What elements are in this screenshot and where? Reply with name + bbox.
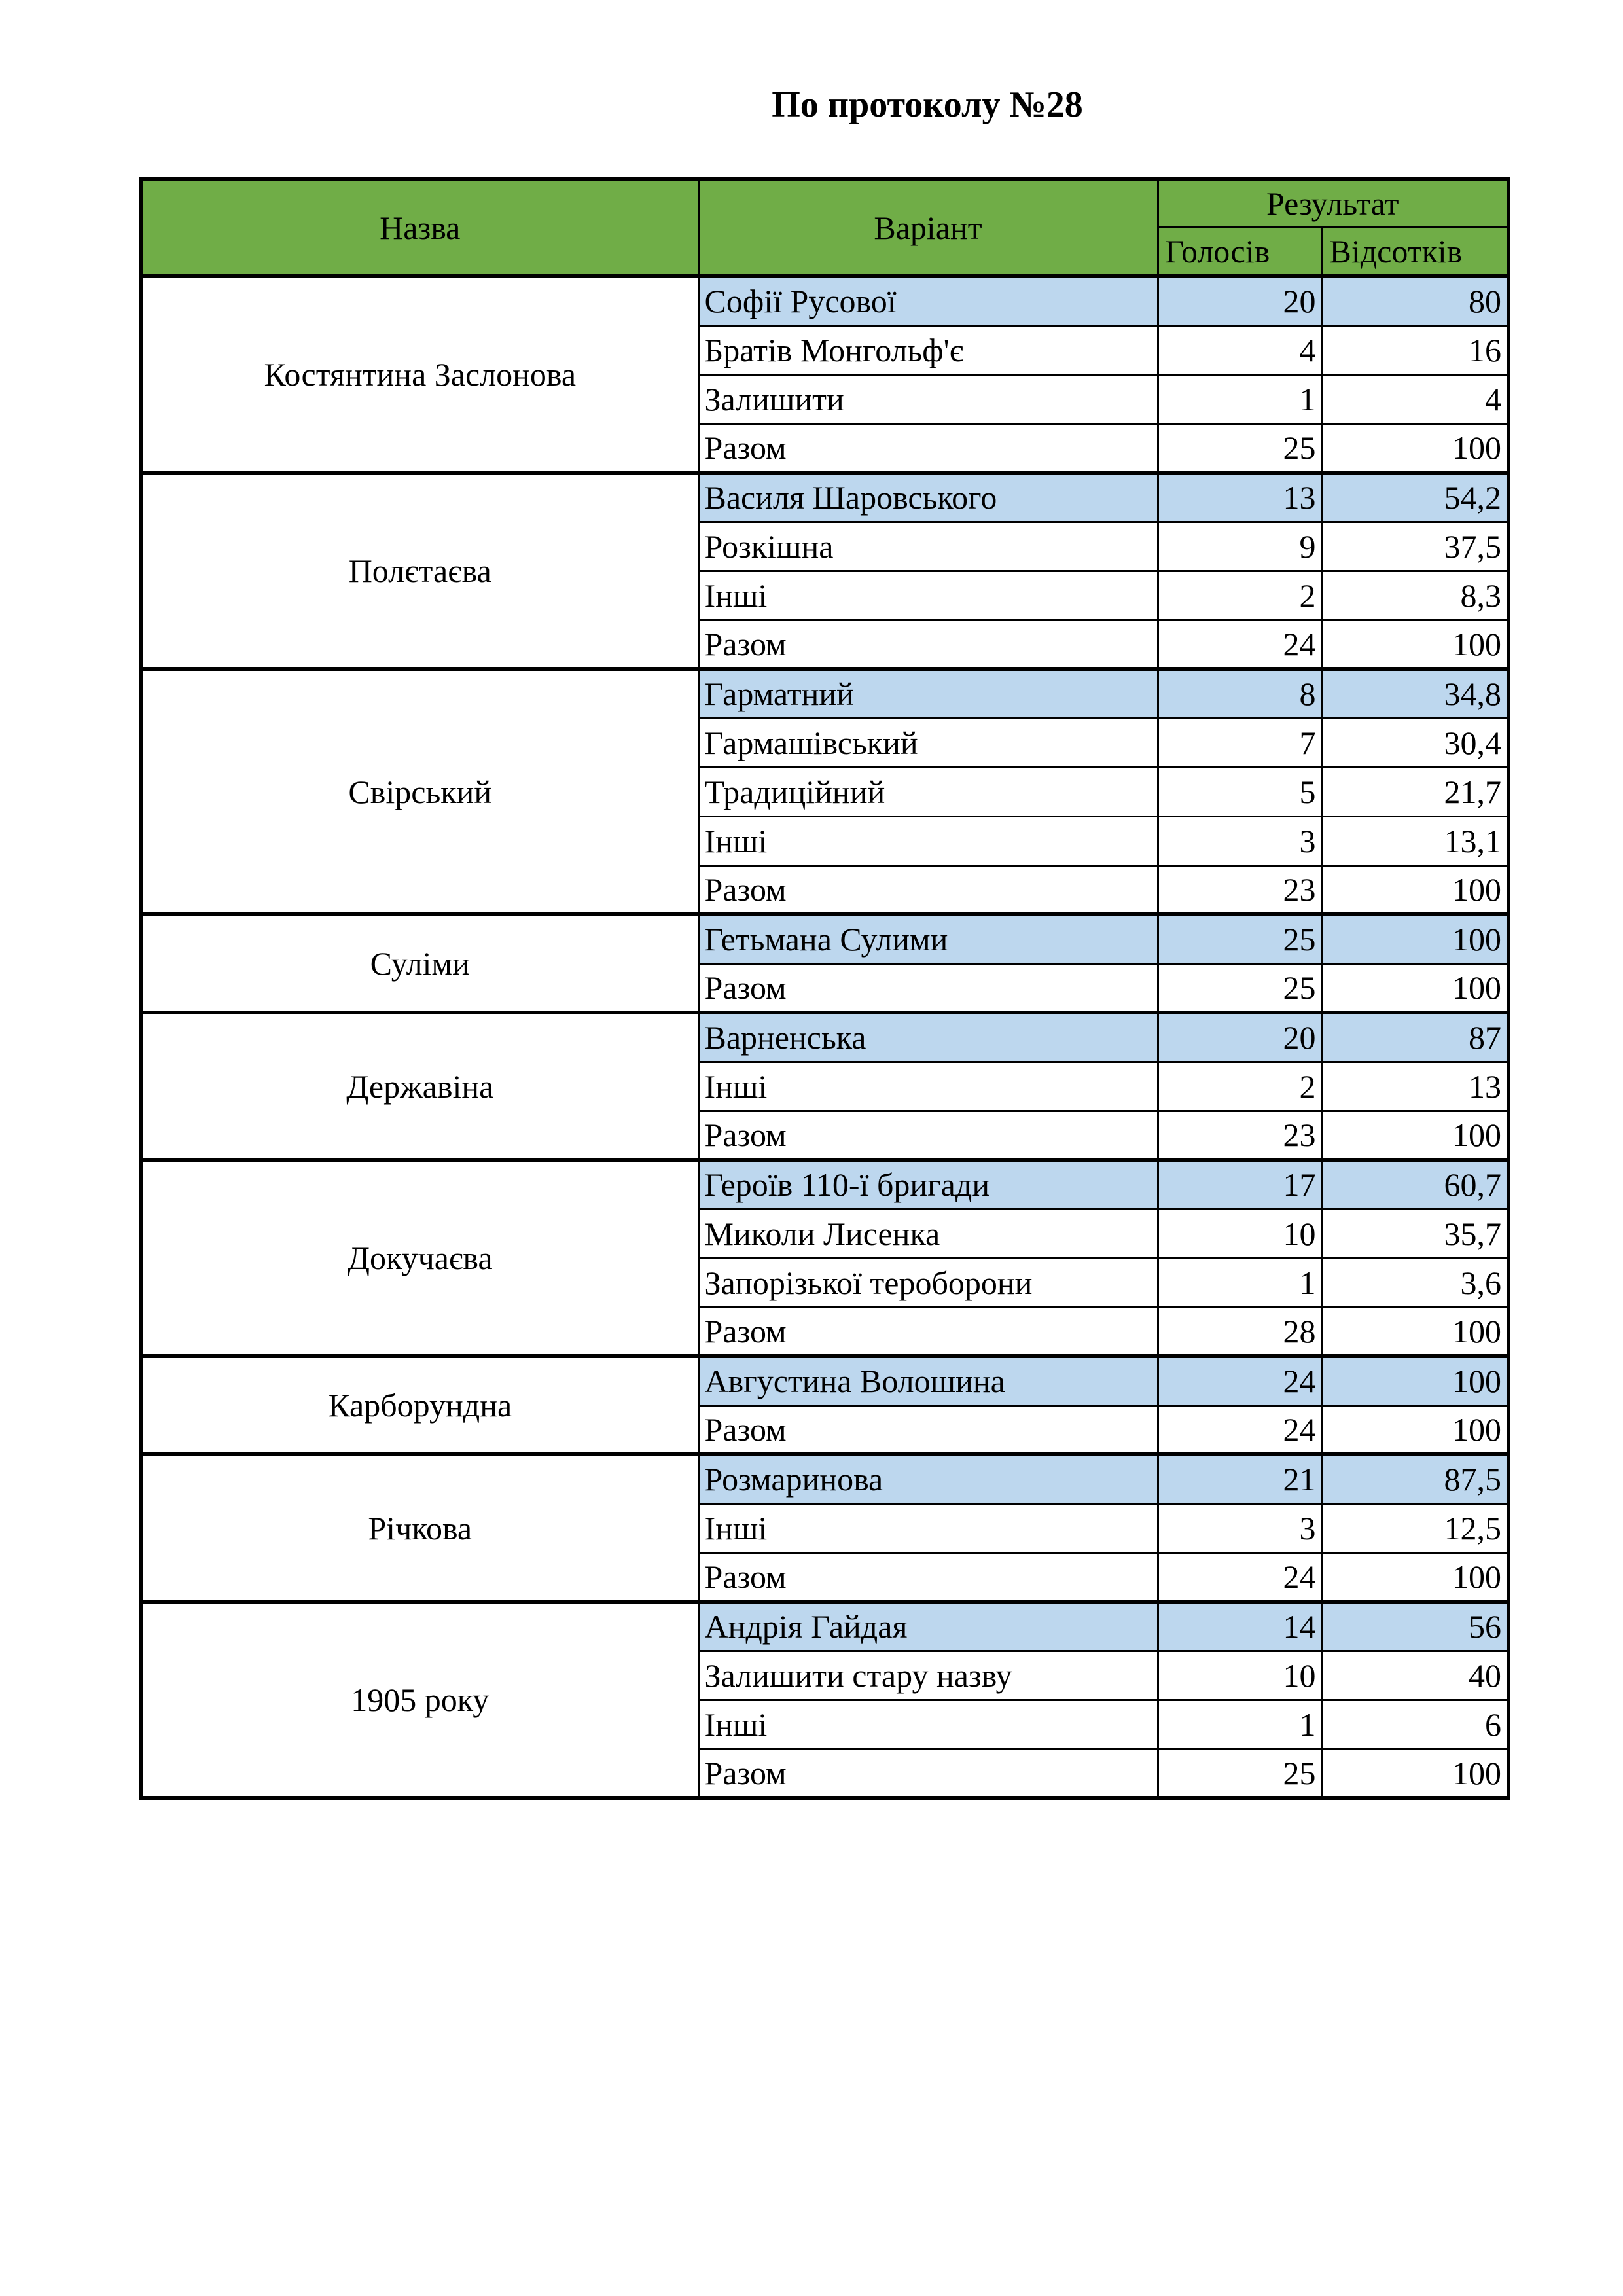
percent-cell: 100 [1322,963,1508,1013]
votes-cell: 2 [1158,571,1322,620]
header-result: Результат [1158,179,1508,228]
variant-cell: Василя Шаровського [698,473,1158,522]
variant-cell: Гарматний [698,669,1158,718]
percent-cell: 4 [1322,374,1508,423]
percent-cell: 37,5 [1322,522,1508,571]
table-header [141,179,1508,276]
percent-cell: 87 [1322,1013,1508,1062]
percent-cell: 100 [1322,865,1508,914]
variant-cell: Інші [698,571,1158,620]
variant-cell: Разом [698,1307,1158,1356]
votes-cell: 7 [1158,718,1322,767]
header-variant: Варіант [698,179,1158,276]
variant-cell: Традиційний [698,767,1158,816]
street-group [141,473,1508,669]
votes-cell: 17 [1158,1160,1322,1209]
variant-cell: Миколи Лисенка [698,1209,1158,1258]
votes-cell: 10 [1158,1209,1322,1258]
votes-cell: 2 [1158,1062,1322,1111]
variant-cell: Залишити [698,374,1158,423]
street-group [141,669,1508,914]
votes-cell: 4 [1158,325,1322,374]
percent-cell: 56 [1322,1602,1508,1651]
variant-cell: Героїв 110-ї бригади [698,1160,1158,1209]
street-group [141,276,1508,473]
votes-cell: 24 [1158,1552,1322,1602]
votes-cell: 14 [1158,1602,1322,1651]
percent-cell: 100 [1322,1405,1508,1454]
header-name: Назва [141,179,698,276]
votes-cell: 25 [1158,423,1322,473]
percent-cell: 3,6 [1322,1258,1508,1307]
street-name-cell: Державіна [141,1013,698,1160]
table-row [141,1602,1508,1651]
table-row [141,914,1508,963]
variant-cell: Варненська [698,1013,1158,1062]
variant-cell: Андрія Гайдая [698,1602,1158,1651]
percent-cell: 100 [1322,1749,1508,1798]
votes-cell: 23 [1158,1111,1322,1160]
street-name-cell: 1905 року [141,1602,698,1798]
percent-cell: 60,7 [1322,1160,1508,1209]
street-name-cell: Суліми [141,914,698,1013]
variant-cell: Разом [698,423,1158,473]
header-percent: Відсотків [1322,228,1508,277]
variant-cell: Інші [698,1062,1158,1111]
variant-cell: Разом [698,1749,1158,1798]
votes-cell: 25 [1158,963,1322,1013]
votes-cell: 3 [1158,1503,1322,1552]
votes-cell: 20 [1158,276,1322,325]
votes-cell: 25 [1158,914,1322,963]
table-row [141,1454,1508,1503]
percent-cell: 100 [1322,914,1508,963]
table-row [141,1013,1508,1062]
variant-cell: Разом [698,1552,1158,1602]
street-name-cell: Свірський [141,669,698,914]
percent-cell: 100 [1322,1356,1508,1405]
street-name-cell: Річкова [141,1454,698,1602]
percent-cell: 16 [1322,325,1508,374]
percent-cell: 54,2 [1322,473,1508,522]
page-title: По протоколу №28 [772,84,1083,125]
street-name-cell: Полєтаєва [141,473,698,669]
percent-cell: 100 [1322,1111,1508,1160]
variant-cell: Разом [698,963,1158,1013]
variant-cell: Гармашівський [698,718,1158,767]
votes-cell: 1 [1158,1258,1322,1307]
variant-cell: Залишити стару назву [698,1651,1158,1700]
percent-cell: 12,5 [1322,1503,1508,1552]
street-group [141,1454,1508,1602]
street-group [141,1602,1508,1798]
votes-cell: 23 [1158,865,1322,914]
variant-cell: Софії Русової [698,276,1158,325]
street-group [141,1013,1508,1160]
header-votes: Голосів [1158,228,1322,277]
percent-cell: 13,1 [1322,816,1508,865]
percent-cell: 40 [1322,1651,1508,1700]
percent-cell: 21,7 [1322,767,1508,816]
percent-cell: 87,5 [1322,1454,1508,1503]
table-row [141,1356,1508,1405]
percent-cell: 13 [1322,1062,1508,1111]
votes-cell: 21 [1158,1454,1322,1503]
variant-cell: Разом [698,865,1158,914]
variant-cell: Інші [698,816,1158,865]
variant-cell: Августина Волошина [698,1356,1158,1405]
votes-cell: 20 [1158,1013,1322,1062]
votes-cell: 24 [1158,620,1322,669]
variant-cell: Розмаринова [698,1454,1158,1503]
percent-cell: 8,3 [1322,571,1508,620]
variant-cell: Разом [698,620,1158,669]
variant-cell: Братів Монгольф'є [698,325,1158,374]
votes-cell: 5 [1158,767,1322,816]
street-group [141,1160,1508,1356]
votes-cell: 9 [1158,522,1322,571]
variant-cell: Разом [698,1405,1158,1454]
table-row [141,276,1508,325]
percent-cell: 100 [1322,1307,1508,1356]
street-name-cell: Карборундна [141,1356,698,1454]
variant-cell: Запорізької тероборони [698,1258,1158,1307]
percent-cell: 30,4 [1322,718,1508,767]
votes-cell: 10 [1158,1651,1322,1700]
variant-cell: Разом [698,1111,1158,1160]
percent-cell: 100 [1322,423,1508,473]
percent-cell: 35,7 [1322,1209,1508,1258]
percent-cell: 6 [1322,1700,1508,1749]
votes-cell: 24 [1158,1405,1322,1454]
percent-cell: 100 [1322,620,1508,669]
votes-cell: 1 [1158,374,1322,423]
street-group [141,914,1508,1013]
percent-cell: 80 [1322,276,1508,325]
street-name-cell: Костянтина Заслонова [141,276,698,473]
variant-cell: Розкішна [698,522,1158,571]
table-row [141,473,1508,522]
street-group [141,1356,1508,1454]
table-row [141,1160,1508,1209]
votes-cell: 25 [1158,1749,1322,1798]
variant-cell: Гетьмана Сулими [698,914,1158,963]
votes-cell: 24 [1158,1356,1322,1405]
street-name-cell: Докучаєва [141,1160,698,1356]
variant-cell: Інші [698,1503,1158,1552]
votes-cell: 8 [1158,669,1322,718]
results-table [139,177,1510,1800]
variant-cell: Інші [698,1700,1158,1749]
votes-cell: 1 [1158,1700,1322,1749]
table-row [141,669,1508,718]
percent-cell: 100 [1322,1552,1508,1602]
votes-cell: 3 [1158,816,1322,865]
percent-cell: 34,8 [1322,669,1508,718]
votes-cell: 13 [1158,473,1322,522]
votes-cell: 28 [1158,1307,1322,1356]
